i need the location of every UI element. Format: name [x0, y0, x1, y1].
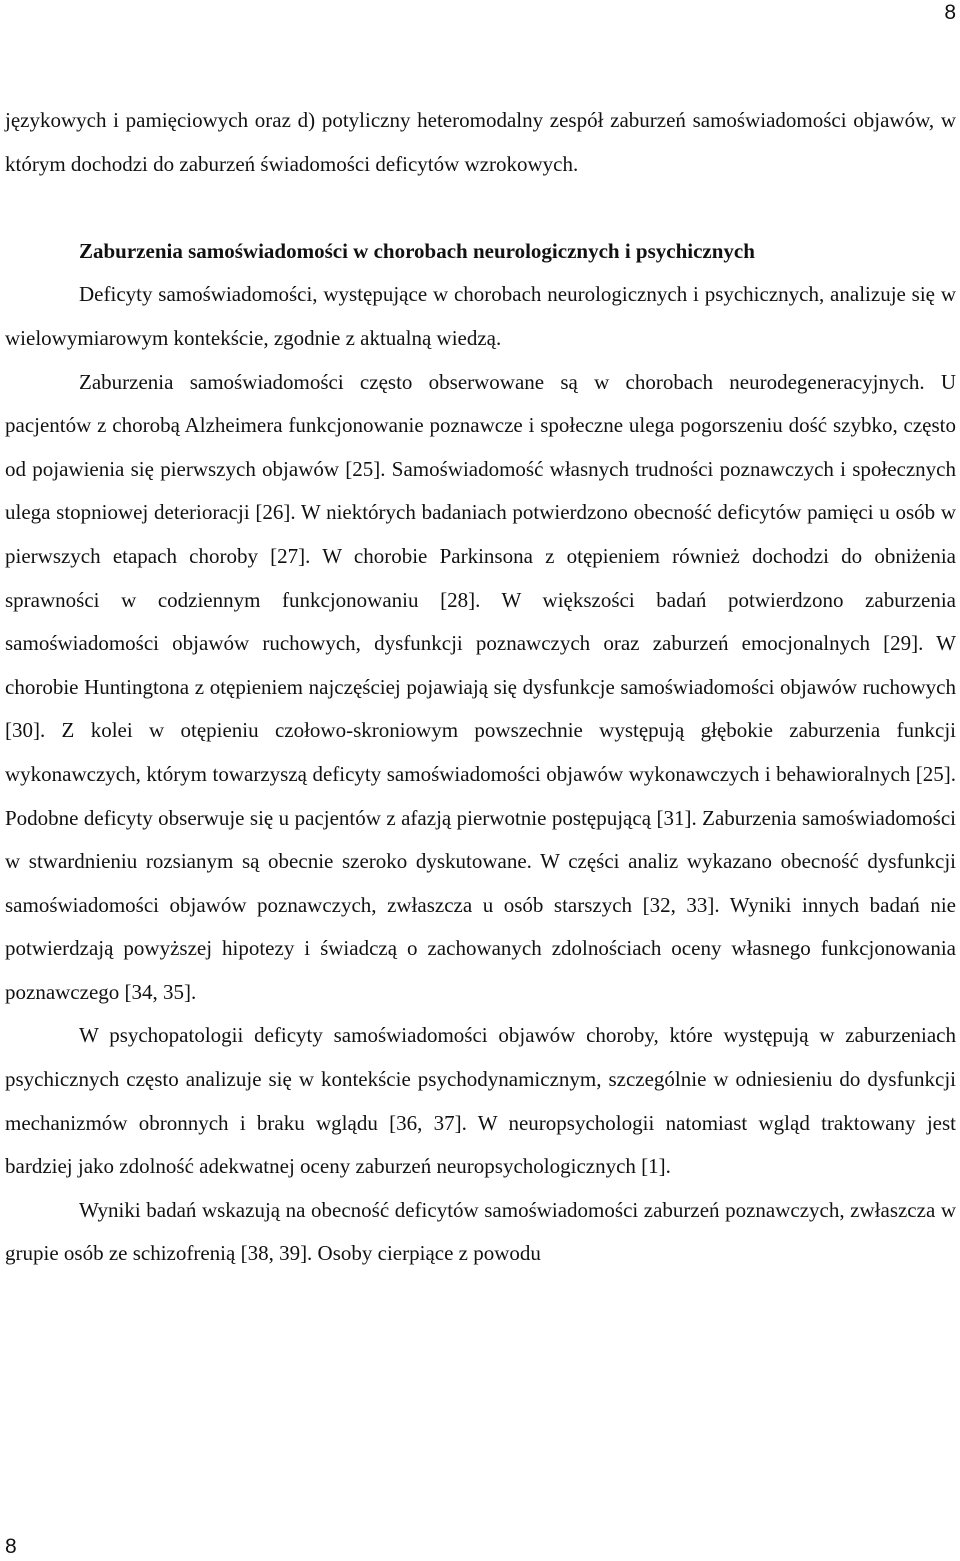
paragraph-psychopathology: W psychopatologii deficyty samoświadomości objawów choroby, które występują w zaburzeniach psychicznych często analizuje się w kontekście psychodynamicznym, szczególnie w odniesieniu do dysfunkcji mechanizmów obronnych i braku wglądu [36, 37]. W neuropsychologii natomiast wgląd traktowany jest bardziej jako zdolność adekwatnej oceny zaburzeń neuropsychologicznych [1]. — [5, 1023, 956, 1179]
page-number-top: 8 — [944, 1, 956, 24]
paragraph-continuation: językowych i pamięciowych oraz d) potyliczny heteromodalny zespół zaburzeń samoświadomości objawów, w którym dochodzi do zaburzeń świadomości deficytów wzrokowych. — [5, 108, 956, 176]
paragraph-intro: Deficyty samoświadomości, występujące w chorobach neurologicznych i psychicznych, analizuje się w wielowymiarowym kontekście, zgodnie z aktualną wiedzą. — [5, 282, 956, 350]
paragraph-neurodegenerative: Zaburzenia samoświadomości często obserwowane są w chorobach neurodegeneracyjnych. U pacjentów z chorobą Alzheimera funkcjonowanie poznawcze i społeczne ulega pogorszeniu dość szybko, często od pojawienia się pierwszych objawów [25]. Samoświadomość własnych trudności poznawczych i społecznych ulega stopniowej deterioracji [26]. W niektórych badaniach potwierdzono obecność deficytów pamięci u osób w pierwszych etapach choroby [27]. W chorobie Parkinsona z otępieniem również dochodzi do obniżenia sprawności w codziennym funkcjonowaniu [28]. W większości badań potwierdzono zaburzenia samoświadomości objawów ruchowych, dysfunkcji poznawczych oraz zaburzeń emocjonalnych [29]. W chorobie Huntingtona z otępieniem najczęściej pojawiają się dysfunkcje samoświadomości objawów ruchowych [30]. Z kolei w otępieniu czołowo-skroniowym powszechnie występują głębokie zaburzenia funkcji wykonawczych, którym towarzyszą deficyty samoświadomości objawów wykonawczych i behawioralnych [25]. Podobne deficyty obserwuje się u pacjentów z afazją pierwotnie postępującą [31]. Zaburzenia samoświadomości w stwardnieniu rozsianym są obecnie szeroko dyskutowane. W części analiz wykazano obecność dysfunkcji samoświadomości objawów poznawczych, zwłaszcza u osób starszych [32, 33]. Wyniki innych badań nie potwierdzają powyższej hipotezy i świadczą o zachowanych zdolnościach oceny własnego funkcjonowania poznawczego [34, 35]. — [5, 369, 956, 1004]
spacer — [5, 186, 956, 230]
section-heading: Zaburzenia samoświadomości w chorobach neurologicznych i psychicznych — [79, 238, 755, 263]
page-number-bottom: 8 — [5, 1535, 17, 1558]
paragraph-schizophrenia: Wyniki badań wskazują na obecność deficytów samoświadomości zaburzeń poznawczych, zwłaszcza w grupie osób ze schizofrenią [38, 39]. Osoby cierpiące z powodu — [5, 1197, 956, 1266]
document-body — [5, 99, 956, 1276]
